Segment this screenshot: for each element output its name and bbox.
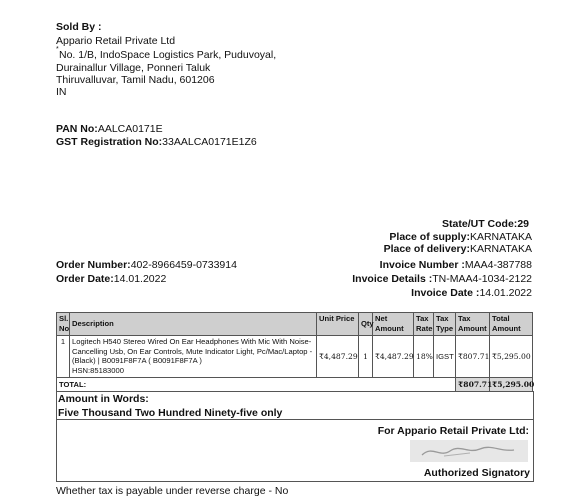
place-of-supply-row bbox=[389, 231, 532, 243]
gst-row bbox=[56, 136, 257, 148]
amount-in-words-label: Amount in Words: bbox=[58, 393, 149, 405]
header-tax-type: Tax Type bbox=[434, 313, 456, 336]
table-header-row bbox=[57, 313, 533, 336]
table-row bbox=[57, 336, 533, 378]
pan-label: PAN No: bbox=[56, 123, 98, 135]
amount-in-words-value: Five Thousand Two Hundred Ninety-five only bbox=[58, 407, 283, 419]
total-label: TOTAL: bbox=[57, 378, 456, 392]
signatory-for-label: For Appario Retail Private Ltd: bbox=[377, 425, 529, 437]
invoice-number-label: Invoice Number : bbox=[379, 259, 465, 271]
header-qty: Qty bbox=[359, 313, 373, 336]
address-marker: * bbox=[56, 46, 59, 53]
amount-in-words-box bbox=[56, 391, 534, 420]
state-code-row bbox=[442, 218, 529, 230]
reverse-charge-note: Whether tax is payable under reverse charge - No bbox=[56, 485, 289, 497]
header-sl: Sl. No bbox=[57, 313, 70, 336]
invoice-details-value: TN-MAA4-1034-2122 bbox=[432, 273, 532, 285]
state-code-label: State/UT Code: bbox=[442, 218, 518, 230]
row-sl: 1 bbox=[57, 336, 70, 378]
seller-name: Appario Retail Private Ltd bbox=[56, 35, 176, 47]
invoice-number-value: MAA4-387788 bbox=[464, 259, 532, 271]
row-unit-price: ₹4,487.29 bbox=[317, 336, 359, 378]
row-tax-rate: 18% bbox=[414, 336, 434, 378]
seller-country: IN bbox=[56, 86, 67, 98]
total-tax-amount: ₹807.71 bbox=[456, 378, 490, 392]
signature-scribble-icon bbox=[410, 440, 528, 462]
header-tax-amount: Tax Amount bbox=[456, 313, 490, 336]
row-qty: 1 bbox=[359, 336, 373, 378]
invoice-details-label: Invoice Details : bbox=[352, 273, 433, 285]
header-description: Description bbox=[70, 313, 317, 336]
invoice-date-label: Invoice Date : bbox=[411, 287, 480, 299]
row-total-amount: ₹5,295.00 bbox=[490, 336, 533, 378]
order-date-row bbox=[56, 273, 166, 285]
header-total-amount: Total Amount bbox=[490, 313, 533, 336]
row-hsn: HSN:85183000 bbox=[72, 365, 124, 375]
order-number-value: 402-8966459-0733914 bbox=[130, 259, 237, 271]
gst-value: 33AALCA0171E1Z6 bbox=[162, 136, 257, 148]
table-total-row bbox=[57, 378, 533, 392]
invoice-details-row bbox=[352, 273, 532, 285]
seller-address-line1: No. 1/B, IndoSpace Logistics Park, Puduvoyal, bbox=[59, 49, 277, 61]
row-tax-type: IGST bbox=[434, 336, 456, 378]
invoice-number-row bbox=[380, 259, 532, 271]
signature-image bbox=[410, 440, 528, 462]
invoice-date-value: 14.01.2022 bbox=[479, 287, 532, 299]
invoice-items-table bbox=[56, 312, 533, 392]
place-of-supply-value: KARNATAKA bbox=[469, 231, 532, 243]
order-number-row bbox=[56, 259, 237, 271]
seller-address-line3: Thiruvalluvar, Tamil Nadu, 601206 bbox=[56, 74, 215, 86]
authorized-signatory-label: Authorized Signatory bbox=[423, 467, 530, 479]
seller-address-line2: Durainallur Village, Ponneri Taluk bbox=[56, 62, 211, 74]
header-unit-price: Unit Price bbox=[317, 313, 359, 336]
total-amount: ₹5,295.00 bbox=[490, 378, 533, 392]
row-tax-amount: ₹807.71 bbox=[456, 336, 490, 378]
order-date-value: 14.01.2022 bbox=[113, 273, 167, 285]
place-of-delivery-label: Place of delivery: bbox=[383, 243, 470, 255]
row-description-cell bbox=[70, 336, 317, 378]
place-of-delivery-value: KARNATAKA bbox=[469, 243, 532, 255]
pan-value: AALCA0171E bbox=[97, 123, 163, 135]
pan-row bbox=[56, 123, 163, 135]
order-number-label: Order Number: bbox=[56, 259, 131, 271]
state-code-value: 29 bbox=[517, 218, 529, 230]
sold-by-label: Sold By : bbox=[56, 21, 102, 33]
header-net-amount: Net Amount bbox=[373, 313, 414, 336]
header-tax-rate: Tax Rate bbox=[414, 313, 434, 336]
row-description: Logitech H540 Stereo Wired On Ear Headphones With Mic With Noise-Cancelling Usb, On Ear Controls, Mute Indicator Light, Pc/Mac/Laptop - (Black) | B0091F8F7A ( B0091F8F7A ) bbox=[72, 337, 313, 366]
order-date-label: Order Date: bbox=[56, 273, 114, 285]
row-net-amount: ₹4,487.29 bbox=[373, 336, 414, 378]
invoice-date-row bbox=[411, 287, 532, 299]
place-of-supply-label: Place of supply: bbox=[389, 231, 470, 243]
place-of-delivery-row bbox=[384, 243, 532, 255]
gst-label: GST Registration No: bbox=[56, 136, 163, 148]
